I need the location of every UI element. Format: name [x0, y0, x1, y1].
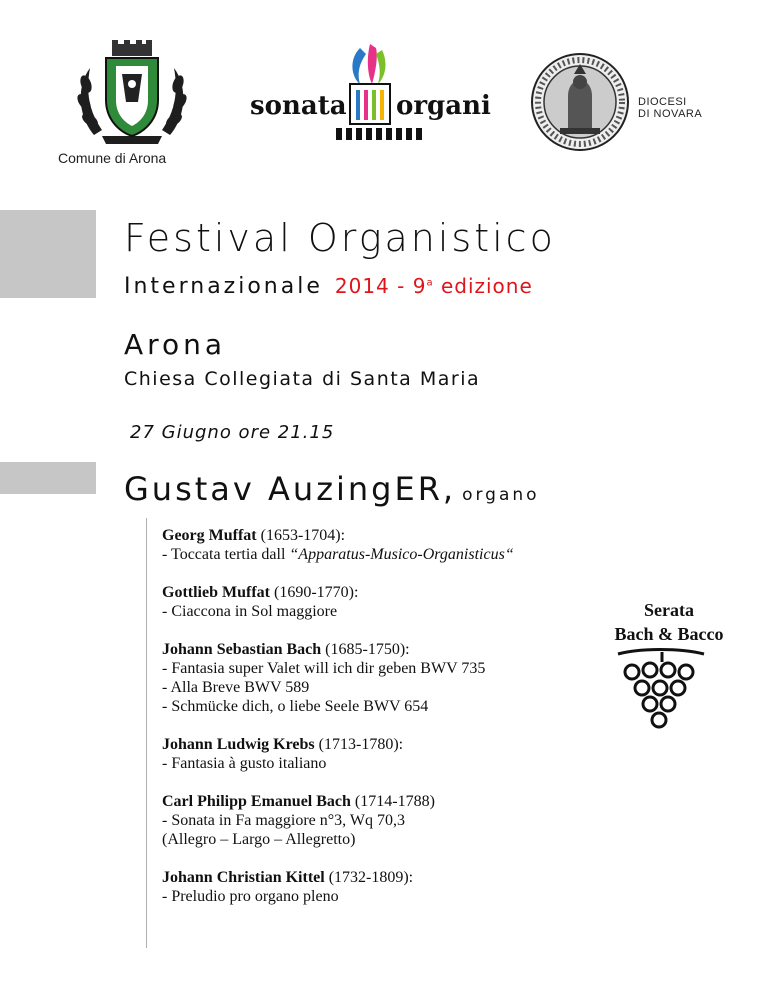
program-item	[162, 868, 602, 906]
piece-line: (Allegro – Largo – Allegretto)	[162, 831, 356, 848]
piece-line	[162, 545, 602, 564]
program-item	[162, 526, 602, 564]
composer-dates: (1685-1750):	[321, 641, 410, 658]
decorative-gray-block-top	[0, 210, 96, 298]
composer-dates: (1732-1809):	[324, 869, 414, 886]
edition-word: edizione	[440, 274, 533, 298]
composer-dates: (1714-1788)	[350, 793, 435, 810]
serata-line2: Bach & Bacco	[614, 624, 724, 644]
composer-name: Johann Christian Kittel	[162, 869, 325, 886]
piece-line: - Sonata in Fa maggiore n°3, Wq 70,3	[162, 812, 405, 829]
program-divider	[146, 518, 147, 948]
piece-line: - Schmücke dich, o liebe Seele BWV 654	[162, 698, 429, 715]
edition-sup: a	[426, 277, 434, 289]
serata-heading	[584, 598, 754, 646]
piece-line-render: - Toccata tertia dall “Apparatus-Musico-Organisticus“	[162, 546, 514, 563]
decorative-gray-block-performer	[0, 462, 96, 494]
composer-name: Johann Sebastian Bach	[162, 641, 322, 658]
composer-name: Georg Muffat	[162, 527, 257, 544]
composer-dates: (1653-1704):	[256, 527, 346, 544]
composer-name: Johann Ludwig Krebs	[162, 736, 315, 753]
program-item	[162, 583, 602, 621]
piece-line: - Ciaccona in Sol maggiore	[162, 603, 338, 620]
piece-line: - Fantasia super Valet will ich dir geben BWV 735	[162, 660, 486, 677]
logo-organi-text: organi	[396, 91, 491, 121]
diocesi-line2: DI NOVARA	[638, 108, 703, 120]
edition-label	[335, 274, 533, 298]
composer-dates: (1690-1770):	[269, 584, 359, 601]
serata-line1: Serata	[644, 600, 694, 620]
festival-subtitle	[124, 274, 533, 299]
logo-sonata-text: sonata	[250, 91, 347, 121]
festival-title: Festival Organistico	[124, 216, 556, 260]
piece-title-italic: “Apparatus-Musico-Organisticus“	[289, 546, 514, 563]
performer	[124, 470, 540, 508]
edition-year: 2014 - 9	[334, 274, 427, 298]
comune-label: Comune di Arona	[58, 150, 167, 166]
piece-line: - Alla Breve BWV 589	[162, 679, 310, 696]
program-item	[162, 640, 602, 716]
venue-name: Chiesa Collegiata di Santa Maria	[124, 368, 481, 390]
performer-role: organo	[462, 485, 540, 505]
diocesi-label	[638, 96, 702, 120]
subtitle-text: Internazionale	[124, 274, 323, 299]
composer-dates: (1713-1780):	[314, 736, 404, 753]
comune-crest-logo	[72, 40, 192, 150]
program-list	[162, 526, 602, 925]
composer-name: Gottlieb Muffat	[162, 584, 270, 601]
grapes-icon	[610, 648, 710, 738]
program-item	[162, 735, 602, 773]
diocesi-seal-logo	[530, 52, 630, 152]
sonata-organi-logo	[248, 40, 492, 150]
city-name: Arona	[124, 328, 227, 361]
performer-name: Gustav AuzingER,	[124, 470, 457, 508]
diocesi-line1: DIOCESI	[638, 96, 687, 108]
concert-date: 27 Giugno ore 21.15	[130, 422, 335, 443]
program-item	[162, 792, 602, 849]
piece-line: - Fantasia à gusto italiano	[162, 755, 327, 772]
composer-name: Carl Philipp Emanuel Bach	[162, 793, 351, 810]
piece-line: - Preludio pro organo pleno	[162, 888, 339, 905]
